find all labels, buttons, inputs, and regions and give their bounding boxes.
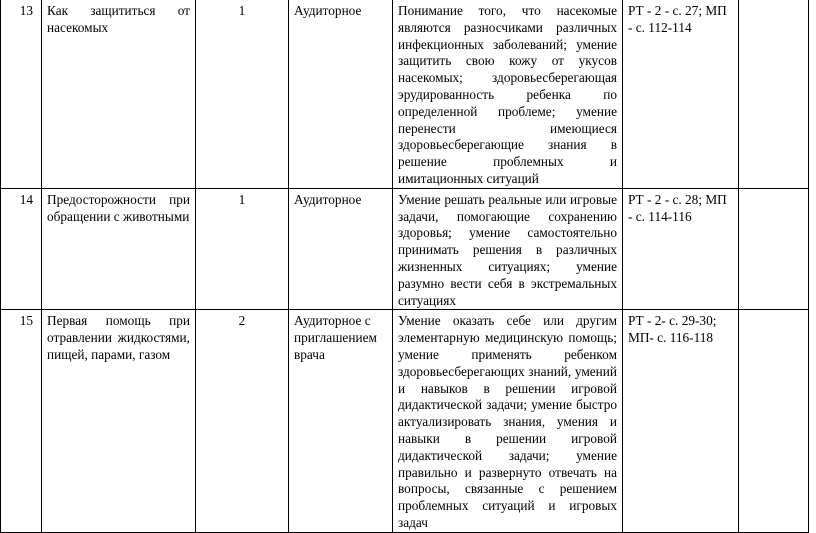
table-row [1, 188, 809, 310]
lesson-skills: Умение решать реальные или игровые задачи, помогающие сохранению здоровья; умение самостоятельно принимать решения в различных жизненных ситуациях; умение разумно вести себя в экстремальных ситуациях [393, 188, 623, 310]
lesson-topic: Как защититься от насекомых [42, 0, 196, 188]
lesson-reference: РТ - 2- с. 29-30; МП- с. 116-118 [623, 310, 739, 532]
lesson-type: Аудиторное [289, 0, 393, 188]
lesson-extra [739, 310, 809, 532]
lesson-extra [739, 188, 809, 310]
lesson-hours: 1 [196, 0, 289, 188]
lesson-number: 14 [1, 188, 42, 310]
lesson-hours: 2 [196, 310, 289, 532]
lesson-skills: Умение оказать себе или другим элементарную медицинскую помощь; умение применять ребенком здоровьесберегающих знаний, умений и навыков в решении игровой дидактической задачи; умение быстро актуализировать знания, умения и навыки в решении игровой дидактической задачи; умение правильно и развернуто отвечать на вопросы, связанные с решением проблемных ситуаций и игровых задач [393, 310, 623, 532]
table-row [1, 310, 809, 532]
lesson-type: Аудиторное [289, 188, 393, 310]
lesson-reference: РТ - 2 - с. 27; МП - с. 112-114 [623, 0, 739, 188]
lesson-topic: Предосторожности при обращении с животными [42, 188, 196, 310]
lesson-type: Аудиторное с приглашением врача [289, 310, 393, 532]
lesson-hours: 1 [196, 188, 289, 310]
table-row [1, 0, 809, 188]
lesson-topic: Первая помощь при отравлении жидкостями, пищей, парами, газом [42, 310, 196, 532]
lesson-extra [739, 0, 809, 188]
lesson-reference: РТ - 2 - с. 28; МП - с. 114-116 [623, 188, 739, 310]
lesson-number: 15 [1, 310, 42, 532]
lesson-number: 13 [1, 0, 42, 188]
lesson-skills: Понимание того, что насекомые являются разносчиками различных инфекционных заболеваний; умение защитить свою кожу от укусов насекомых; здоровьесберегающая эрудированность ребенка по определенной проблеме; умение перенести имеющиеся здоровьесберегающие знания в решение проблемных и имитационных ситуаций [393, 0, 623, 188]
